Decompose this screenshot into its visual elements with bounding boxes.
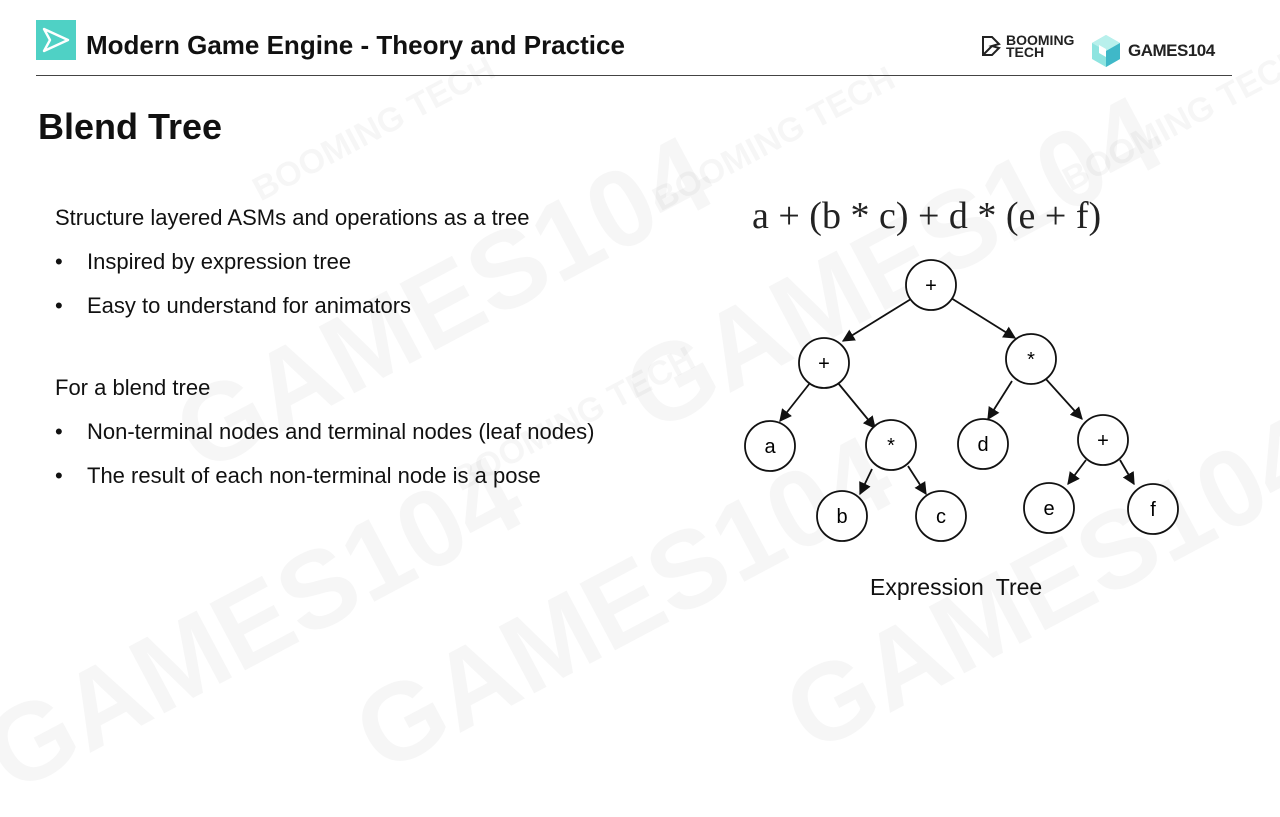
tree-edge	[843, 299, 911, 341]
bullet-list	[55, 247, 715, 321]
bullet-dot-icon: •	[55, 463, 63, 488]
course-logo-icon	[36, 20, 76, 60]
section-heading: For a blend tree	[55, 375, 211, 400]
tree-node	[958, 419, 1008, 469]
svg-text:d: d	[977, 434, 989, 456]
tree-node	[817, 491, 867, 541]
bullet-item: • The result of each non-terminal node is a pose	[55, 461, 715, 491]
tree-edge	[860, 469, 872, 494]
tree-node	[1024, 483, 1074, 533]
svg-text:f: f	[1150, 499, 1156, 521]
svg-text:*: *	[1027, 349, 1035, 371]
booming-tech-logo	[980, 34, 1074, 58]
expression-tree-diagram	[740, 250, 1190, 550]
tree-node	[745, 421, 795, 471]
watermark-booming	[247, 49, 502, 209]
tree-edge	[1120, 460, 1134, 484]
course-title: Modern Game Engine - Theory and Practice	[86, 30, 625, 60]
svg-text:+: +	[925, 275, 937, 297]
tree-edge	[780, 383, 810, 421]
tree-node	[1128, 484, 1178, 534]
section-structure	[55, 203, 715, 321]
bullet-item: • Easy to understand for animators	[55, 291, 715, 321]
svg-text:a: a	[764, 436, 776, 458]
tree-edge	[951, 298, 1015, 338]
booming-tech-text: BOOMING TECH	[1006, 32, 1075, 60]
slide-title: Blend Tree	[38, 106, 223, 147]
bullet-list	[55, 417, 715, 491]
bullet-item: • Inspired by expression tree	[55, 247, 715, 277]
tree-edge	[1068, 460, 1086, 484]
tree-edge	[1045, 378, 1082, 419]
bullet-dot-icon: •	[55, 249, 63, 274]
tree-node	[906, 260, 956, 310]
svg-text:b: b	[836, 506, 848, 528]
games104-text: GAMES104	[1128, 41, 1215, 60]
tree-node	[916, 491, 966, 541]
svg-text:e: e	[1043, 498, 1055, 520]
tree-node	[1006, 334, 1056, 384]
tree-node	[1078, 415, 1128, 465]
bullet-dot-icon: •	[55, 293, 63, 318]
booming-icon	[980, 35, 1002, 57]
svg-text:+: +	[818, 353, 830, 375]
svg-text:+: +	[1097, 430, 1109, 452]
slide-content	[55, 203, 715, 491]
svg-text:*: *	[887, 435, 895, 457]
section-heading: Structure layered ASMs and operations as a tree	[55, 205, 530, 230]
tree-node	[866, 420, 916, 470]
tree-node	[799, 338, 849, 388]
svg-text:c: c	[936, 506, 946, 528]
tree-edge	[838, 383, 875, 428]
figure-caption: Expression Tree	[870, 574, 1043, 600]
games104-cube-icon	[1090, 34, 1122, 68]
games104-logo	[1090, 34, 1215, 68]
tree-edge	[988, 381, 1012, 419]
bullet-dot-icon: •	[55, 419, 63, 444]
expression-formula: a + (b * c) + d * (e + f)	[752, 195, 1102, 237]
section-blend-tree	[55, 373, 715, 491]
header-divider	[36, 75, 1232, 76]
bullet-item: • Non-terminal nodes and terminal nodes (leaf nodes)	[55, 417, 715, 447]
tree-edge	[908, 466, 926, 494]
